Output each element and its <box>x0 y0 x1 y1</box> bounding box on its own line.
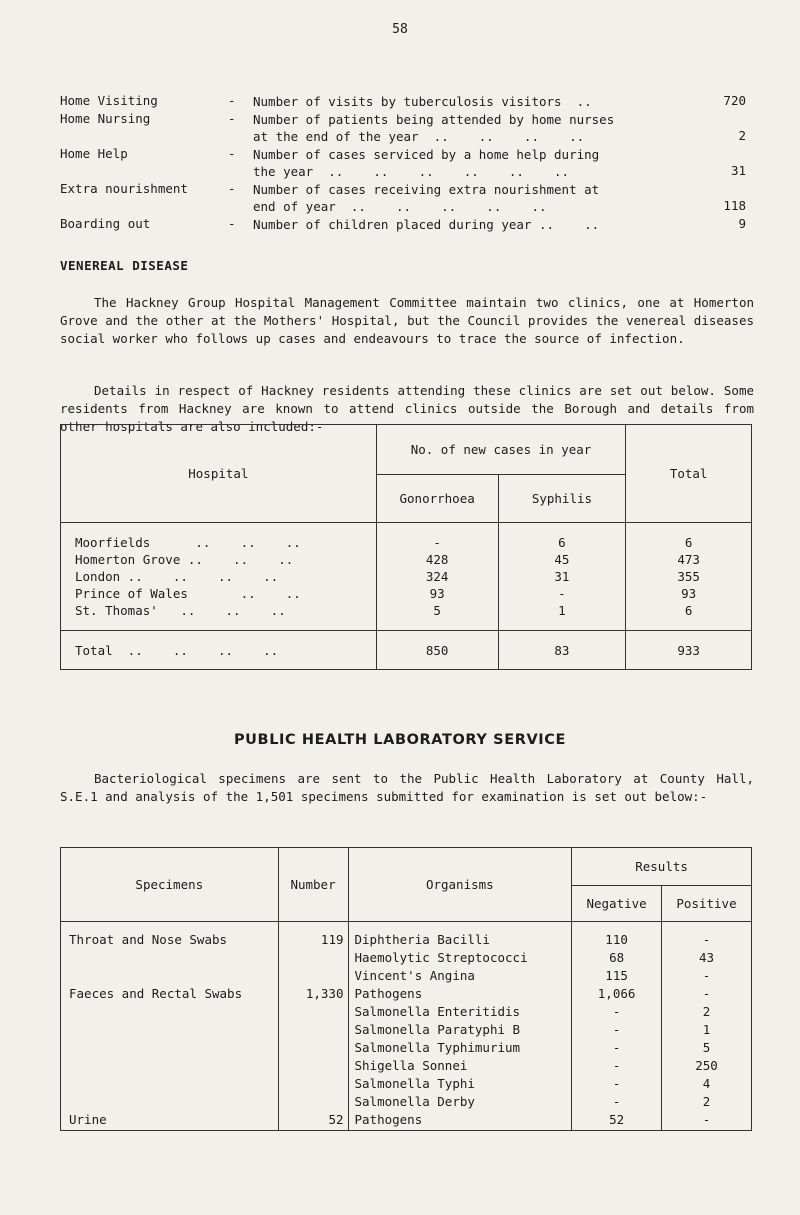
organism-name: Shigella Sonnei <box>354 1058 468 1073</box>
negative-value: 1,066 <box>597 986 636 1001</box>
service-value: 9 <box>738 216 746 231</box>
total-value: 93 <box>681 586 697 601</box>
col-negative: Negative <box>572 886 662 922</box>
organism-name: Haemolytic Streptococci <box>354 950 528 965</box>
syphilis-value: 31 <box>554 569 570 584</box>
organism-name: Vincent's Angina <box>354 968 475 983</box>
service-text: Number of children placed during year .. .. <box>253 217 600 232</box>
positive-value: 2 <box>702 1094 711 1109</box>
service-label: Extra nourishment <box>60 181 188 196</box>
total-value: 355 <box>677 569 700 584</box>
service-label: Home Nursing <box>60 111 151 126</box>
gonorrhoea-value: - <box>433 535 441 550</box>
negative-value: 110 <box>605 932 628 947</box>
syphilis-value: - <box>558 586 566 601</box>
page-number: 58 <box>392 22 408 37</box>
negative-value: - <box>612 1058 621 1073</box>
gonorrhoea-value: 5 <box>433 603 441 618</box>
service-value: 118 <box>723 198 746 213</box>
col-results: Results <box>572 848 752 886</box>
organism-name: Salmonella Paratyphi B <box>354 1022 521 1037</box>
lab-specimens-table <box>60 847 752 1131</box>
organism-name: Salmonella Typhi <box>354 1076 475 1091</box>
phls-heading: PUBLIC HEALTH LABORATORY SERVICE <box>233 732 567 748</box>
positive-value: 1 <box>702 1022 711 1037</box>
service-value: 31 <box>730 163 746 178</box>
total-label: Total .. .. .. .. <box>61 631 377 670</box>
positive-value: 4 <box>702 1076 711 1091</box>
gonorrhoea-value: 324 <box>425 569 449 584</box>
vd-paragraph-1: The Hackney Group Hospital Management Committee maintain two clinics, one at Homerton Grove and the other at the Mothers' Hospital, but the Council provides the venereal diseases social worker who follows up cases and endeavours to trace the source of infection. <box>60 295 754 346</box>
service-text: Number of visits by tuberculosis visitors .. <box>253 94 592 109</box>
specimen-label: Faeces and Rectal Swabs <box>69 986 243 1001</box>
organism-name: Pathogens <box>354 1112 423 1127</box>
specimen-label: Urine <box>69 1112 107 1127</box>
negative-value: - <box>612 1022 621 1037</box>
total-row <box>61 631 752 670</box>
hospital-name: London .. .. .. .. <box>75 569 279 584</box>
gonorrhoea-value: 428 <box>425 552 449 567</box>
service-value: 720 <box>723 93 746 108</box>
number-value: 52 <box>328 1112 344 1127</box>
total-gonorrhoea: 850 <box>376 631 498 670</box>
total-value: 6 <box>684 603 693 618</box>
service-dash: - <box>228 216 236 231</box>
total-total: 933 <box>626 631 752 670</box>
service-dash: - <box>228 93 236 108</box>
negative-value: - <box>612 1076 621 1091</box>
negative-value: - <box>612 1040 621 1055</box>
specimen-label: Throat and Nose Swabs <box>69 932 228 947</box>
col-organisms: Organisms <box>348 848 572 922</box>
service-value: 2 <box>738 128 746 143</box>
negative-value: - <box>612 1094 621 1109</box>
organism-name: Salmonella Typhimurium <box>354 1040 521 1055</box>
vd-clinics-table <box>60 424 752 670</box>
positive-value: 43 <box>698 950 715 965</box>
col-new-cases: No. of new cases in year <box>376 425 626 475</box>
service-label: Boarding out <box>60 216 151 231</box>
positive-value: - <box>702 932 711 947</box>
hospital-name: Homerton Grove .. .. .. <box>75 552 294 567</box>
organism-name: Pathogens <box>354 986 423 1001</box>
col-specimens: Specimens <box>61 848 279 922</box>
hospital-name: St. Thomas' .. .. .. <box>75 603 286 618</box>
service-label: Home Help <box>60 146 128 161</box>
service-dash: - <box>228 111 236 126</box>
total-value: 473 <box>677 552 700 567</box>
negative-value: 115 <box>605 968 628 983</box>
service-text-line2: at the end of the year .. .. .. .. <box>253 129 585 144</box>
total-value: 6 <box>684 535 693 550</box>
col-positive: Positive <box>662 886 752 922</box>
hospital-row-block <box>61 523 752 631</box>
gonorrhoea-value: 93 <box>429 586 445 601</box>
service-text-line2: end of year .. .. .. .. .. <box>253 199 547 214</box>
total-syphilis: 83 <box>498 631 626 670</box>
col-hospital: Hospital <box>61 425 377 523</box>
negative-value: - <box>612 1004 621 1019</box>
negative-value: 68 <box>609 950 625 965</box>
vd-paragraph-2: Details in respect of Hackney residents attending these clinics are set out below. Some residents from Hackney are known to attend clinics outside the Borough and details from other hospitals are also included:- <box>60 383 754 434</box>
organism-name: Salmonella Derby <box>354 1094 475 1109</box>
col-gonorrhoea: Gonorrhoea <box>376 475 498 523</box>
venereal-disease-heading: VENEREAL DISEASE <box>60 258 189 273</box>
number-value: 119 <box>320 932 344 947</box>
syphilis-value: 45 <box>554 552 570 567</box>
positive-value: - <box>702 1112 711 1127</box>
service-dash: - <box>228 146 236 161</box>
service-label: Home Visiting <box>60 93 158 108</box>
positive-value: - <box>702 968 711 983</box>
syphilis-value: 1 <box>558 603 566 618</box>
hospital-name: Moorfields .. .. .. <box>75 535 301 550</box>
positive-value: 250 <box>695 1058 718 1073</box>
organism-name: Salmonella Enteritidis <box>354 1004 521 1019</box>
service-dash: - <box>228 181 236 196</box>
negative-value: 52 <box>609 1112 625 1127</box>
service-text-line1: Number of cases serviced by a home help during <box>253 147 600 162</box>
col-syphilis: Syphilis <box>498 475 626 523</box>
syphilis-value: 6 <box>558 535 566 550</box>
positive-value: 5 <box>702 1040 711 1055</box>
number-value: 1,330 <box>305 986 344 1001</box>
phls-paragraph: Bacteriological specimens are sent to the Public Health Laboratory at County Hall, S.E.1 and analysis of the 1,501 specimens submitted for examination is set out below:- <box>60 771 754 804</box>
hospital-name: Prince of Wales .. .. <box>75 586 301 601</box>
col-number: Number <box>278 848 348 922</box>
positive-value: 2 <box>702 1004 711 1019</box>
service-text-line1: Number of patients being attended by home nurses <box>253 112 615 127</box>
positive-value: - <box>702 986 711 1001</box>
organism-name: Diphtheria Bacilli <box>354 932 490 947</box>
service-text-line1: Number of cases receiving extra nourishment at <box>253 182 600 197</box>
col-total: Total <box>626 425 752 523</box>
service-text-line2: the year .. .. .. .. .. .. <box>253 164 570 179</box>
